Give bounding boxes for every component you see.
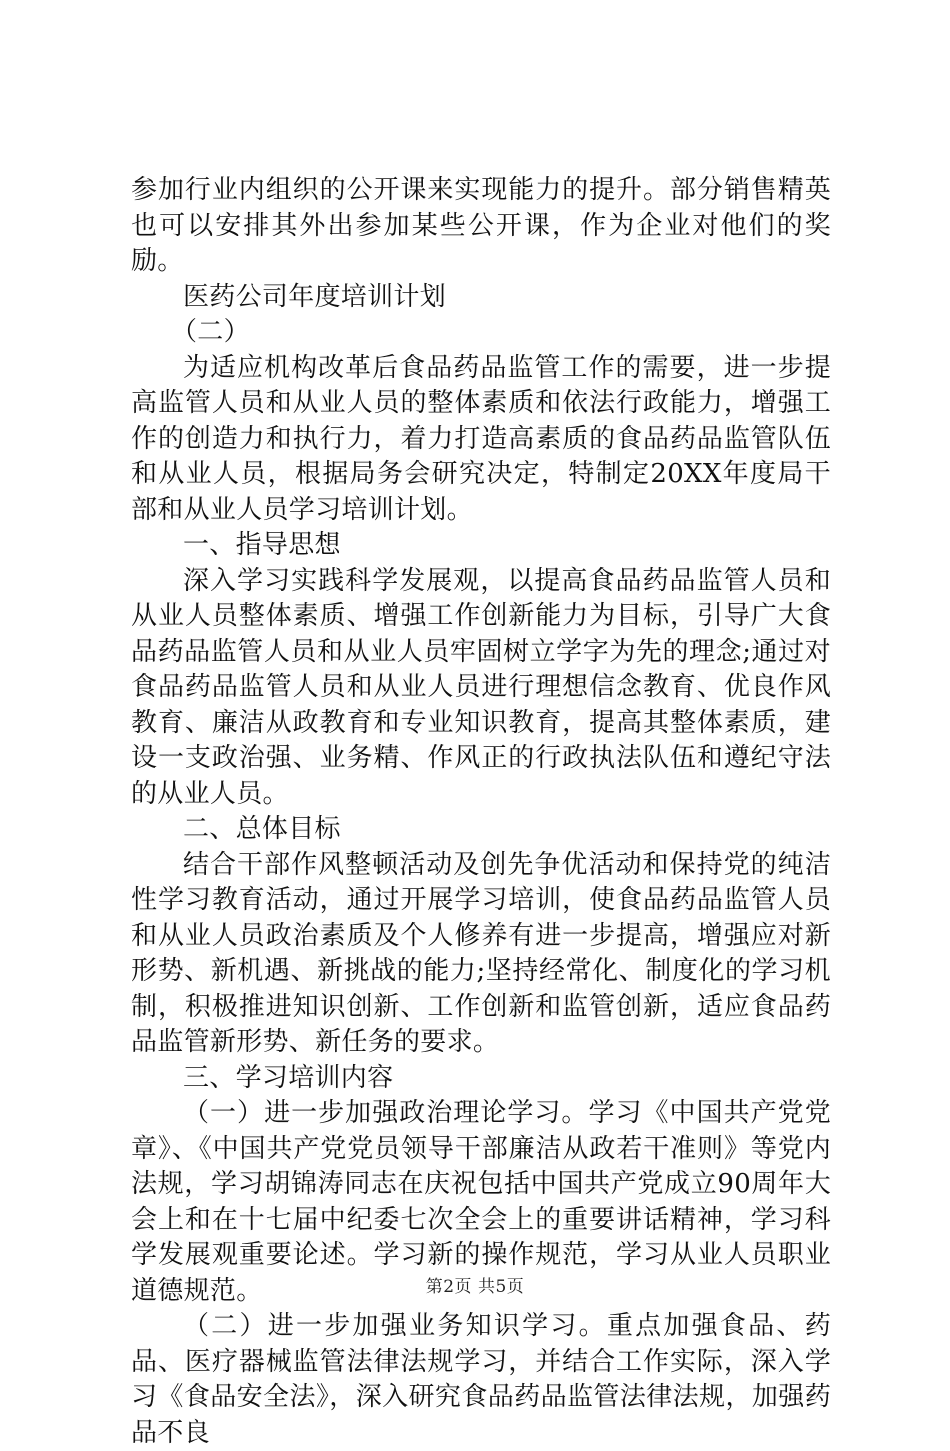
heading-guiding-ideology: 一、指导思想 xyxy=(183,530,341,560)
paragraph-overall-goal: 结合干部作风整顿活动及创先争优活动和保持党的纯洁性学习教育活动，通过开展学习培训，使食品药品监管人员和从业人员政治素质及个人修养有进一步提高，增强应对新形势、新机遇、新挑战的能力;坚持经常化、制度化的学习机制，积极推进知识创新、工作创新和监管创新，适应食品药品监管新形势、新任务的要求。 xyxy=(131,849,831,1057)
section-number: （二） xyxy=(171,317,250,347)
paragraph-political-theory: （一）进一步加强政治理论学习。学习《中国共产党党章》、《中国共产党党员领导干部廉洁从政若干准则》等党内法规，学习胡锦涛同志在庆祝包括中国共产党成立90周年大会上和在十七届中纪委七次全会上的重要讲话精神，学习科学发展观重要论述。学习新的操作规范，学习从业人员职业道德规范。 xyxy=(131,1098,831,1306)
paragraph-intro: 为适应机构改革后食品药品监管工作的需要，进一步提高监管人员和从业人员的整体素质和依法行政能力，增强工作的创造力和执行力，着力打造高素质的食品药品监管队伍和从业人员，根据局务会研究决定，特制定20XX年度局干部和从业人员学习培训计划。 xyxy=(131,352,831,525)
document-title: 医药公司年度培训计划 xyxy=(183,281,447,312)
paragraph-continuation: 参加行业内组织的公开课来实现能力的提升。部分销售精英也可以安排其外出参加某些公开课，作为企业对他们的奖励。 xyxy=(131,175,831,276)
heading-overall-goal: 二、总体目标 xyxy=(183,814,341,844)
heading-training-content: 三、学习培训内容 xyxy=(183,1062,394,1093)
paragraph-guiding-ideology: 深入学习实践科学发展观，以提高食品药品监管人员和从业人员整体素质、增强工作创新能力为目标，引导广大食品药品监管人员和从业人员牢固树立学字为先的理念;通过对食品药品监管人员和从业人员进行理想信念教育、优良作风教育、廉洁从政教育和专业知识教育，提高其整体素质，建设一支政治强、业务精、作风正的行政执法队伍和遵纪守法的从业人员。 xyxy=(131,565,831,809)
page-footer: 第2页 共5页 xyxy=(425,1277,525,1297)
document-body xyxy=(131,173,831,1451)
paragraph-business-knowledge: （二）进一步加强业务知识学习。重点加强食品、药品、医疗器械监管法律法规学习，并结合工作实际，深入学习《食品安全法》，深入研究食品药品监管法律法规，加强药品不良 xyxy=(131,1311,831,1448)
